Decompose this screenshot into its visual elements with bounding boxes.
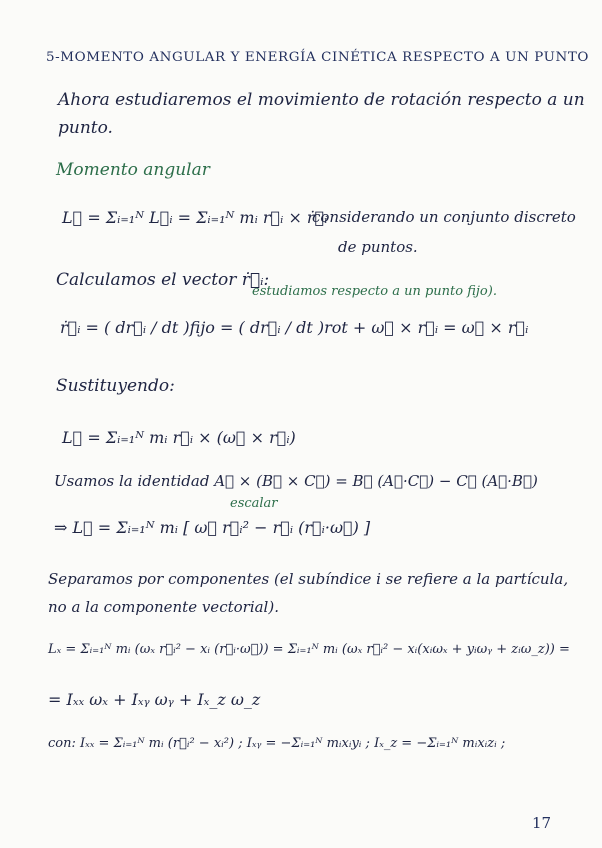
- separate-line-2: no a la componente vectorial).: [48, 598, 279, 616]
- escalar-annotation: escalar: [230, 496, 278, 511]
- section-heading: Momento angular: [56, 160, 210, 180]
- equation-expanded: ⇒ L⃗ = Σᵢ₌₁ᴺ mᵢ [ ω⃗ r⃗ᵢ² − r⃗ᵢ (r⃗ᵢ·ω⃗) ]: [54, 518, 371, 537]
- equation-lx: Lₓ = Σᵢ₌₁ᴺ mᵢ (ωₓ r⃗ᵢ² − xᵢ (r⃗ᵢ·ω⃗)) = Σᵢ₌₁ᴺ mᵢ (ωₓ r⃗ᵢ² − xᵢ(xᵢωₓ + yᵢωᵧ + zᵢω_z)) =: [48, 642, 570, 657]
- page-number: 17: [532, 814, 552, 832]
- equation-inertia-definitions: con: Iₓₓ = Σᵢ₌₁ᴺ mᵢ (r⃗ᵢ² − xᵢ²) ; Iₓᵧ = −Σᵢ₌₁ᴺ mᵢxᵢyᵢ ; Iₓ_z = −Σᵢ₌₁ᴺ mᵢxᵢzᵢ ;: [48, 736, 506, 751]
- equation-substituted: L⃗ = Σᵢ₌₁ᴺ mᵢ r⃗ᵢ × (ω⃗ × r⃗ᵢ): [62, 428, 296, 447]
- equation-velocity: ṙ⃗ᵢ = ( dr⃗ᵢ / dt )fijo = ( dr⃗ᵢ / dt )rot + ω⃗ × r⃗ᵢ = ω⃗ × r⃗ᵢ: [60, 318, 529, 337]
- calc-line: Calculamos el vector ṙ⃗ᵢ:: [56, 270, 270, 290]
- equation-note-line-1: considerando un conjunto discreto: [312, 208, 576, 226]
- equation-angular-momentum: L⃗ = Σᵢ₌₁ᴺ L⃗ᵢ = Σᵢ₌₁ᴺ mᵢ r⃗ᵢ × ṙ⃗ᵢ: [62, 208, 328, 227]
- equation-note-line-2: de puntos.: [338, 238, 418, 256]
- equation-inertia-sum: = Iₓₓ ωₓ + Iₓᵧ ωᵧ + Iₓ_z ω_z: [48, 690, 261, 709]
- intro-line-2: punto.: [58, 118, 113, 138]
- substituting-label: Sustituyendo:: [56, 376, 175, 396]
- identity-line: Usamos la identidad A⃗ × (B⃗ × C⃗) = B⃗ (A⃗·C⃗) − C⃗ (A⃗·B⃗): [54, 472, 538, 490]
- green-annotation: estudiamos respecto a un punto fijo).: [252, 284, 497, 299]
- page-title: 5-MOMENTO ANGULAR Y ENERGÍA CINÉTICA RESPECTO A UN PUNTO: [46, 50, 590, 65]
- intro-line-1: Ahora estudiaremos el movimiento de rotación respecto a un: [58, 90, 585, 110]
- separate-line-1: Separamos por componentes (el subíndice i se refiere a la partícula,: [48, 570, 569, 588]
